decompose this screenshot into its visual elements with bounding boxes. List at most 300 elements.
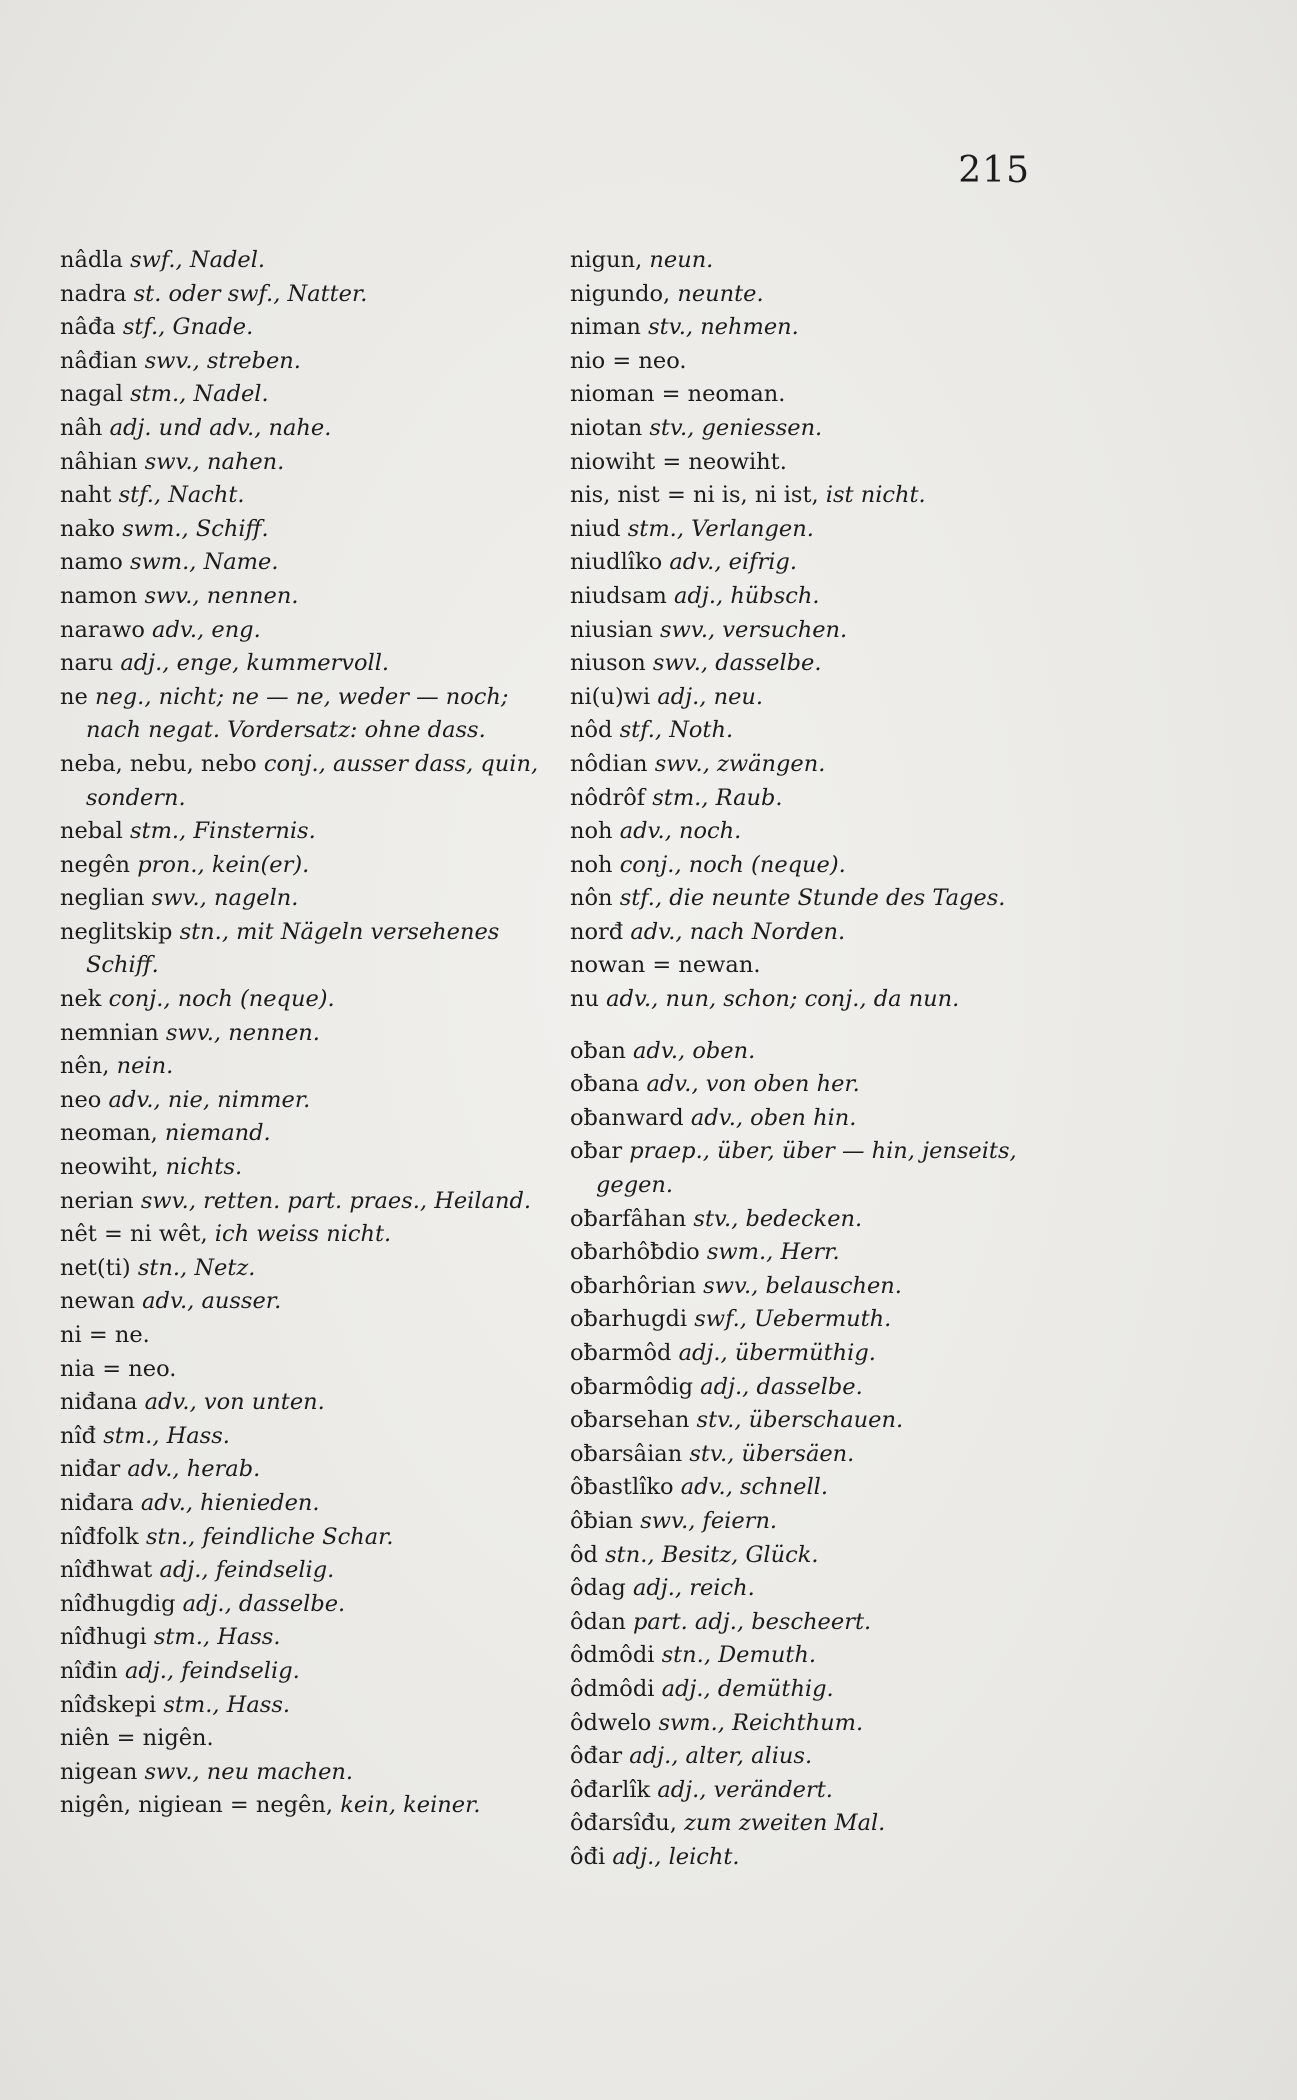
entry-gloss: von unten. xyxy=(203,1389,325,1416)
dictionary-entry xyxy=(60,1084,550,1118)
entry-grammar-label: stm., xyxy=(627,515,684,542)
entry-headword: niotan xyxy=(570,414,643,441)
entry-grammar-label: swv., xyxy=(703,1272,759,1299)
entry-grammar-label: swv., xyxy=(654,750,710,777)
entry-headword: oƀarfâhan xyxy=(570,1205,687,1232)
entry-grammar-label: swv., xyxy=(144,347,200,374)
entry-headword: neglian xyxy=(60,885,145,912)
entry-headword: ôđarlîk xyxy=(570,1776,651,1803)
entry-gloss: feindliche Schar. xyxy=(202,1523,394,1550)
entry-headword: oƀarmôd xyxy=(570,1340,672,1366)
entry-gloss: zwängen. xyxy=(717,750,826,777)
dictionary-entry xyxy=(570,1068,1060,1102)
entry-gloss: nehmen. xyxy=(700,314,799,341)
entry-grammar-label: stm., xyxy=(130,381,187,408)
entry-headword: naru xyxy=(60,650,114,677)
entry-headword: ôdmôdi xyxy=(570,1675,655,1702)
dictionary-entry xyxy=(60,1521,550,1555)
entry-grammar-label: stm., xyxy=(153,1624,211,1651)
dictionary-entry xyxy=(570,345,1060,379)
entry-headword: ôdag xyxy=(570,1575,626,1602)
entry-grammar-label: st. oder swf., xyxy=(133,280,281,307)
entry-headword: nîđin xyxy=(60,1657,118,1684)
entry-grammar-label: adj., xyxy=(629,1743,679,1770)
entry-gloss: Netz. xyxy=(194,1254,256,1281)
entry-headword: nebal xyxy=(60,818,123,845)
entry-gloss: Verlangen. xyxy=(691,515,814,542)
entry-gloss: nicht; ne — ne, weder — noch; nach negat. Vordersatz: ohne dass. xyxy=(86,683,509,744)
dictionary-entry xyxy=(60,647,550,681)
dictionary-entry xyxy=(570,244,1060,278)
entry-gloss: geniessen. xyxy=(701,414,823,441)
entry-headword: niên = nigên. xyxy=(60,1725,214,1752)
entry-gloss: leicht. xyxy=(668,1843,740,1870)
entry-gloss: dasselbe. xyxy=(238,1590,346,1617)
entry-gloss: niemand. xyxy=(164,1120,271,1147)
dictionary-entry xyxy=(570,1807,1060,1841)
entry-gloss: ausser dass, quin, sondern. xyxy=(86,750,539,811)
entry-grammar-label: adv., xyxy=(690,1104,744,1131)
entry-grammar-label: stv., xyxy=(693,1205,739,1232)
dictionary-entry xyxy=(60,1487,550,1521)
entry-headword: neo xyxy=(60,1086,102,1113)
entry-gloss: verändert. xyxy=(713,1776,833,1803)
entry-headword: noh xyxy=(570,851,613,878)
entry-gloss: Nacht. xyxy=(168,482,245,509)
entry-gloss: Nadel. xyxy=(189,247,266,273)
entry-headword: nâdla xyxy=(60,247,123,273)
entry-grammar-label: adv., xyxy=(142,1288,195,1315)
entry-gloss: oben hin. xyxy=(750,1104,857,1131)
dictionary-entry xyxy=(570,1337,1060,1371)
entry-grammar-label: adj., xyxy=(612,1843,662,1870)
entry-grammar-label: swv., xyxy=(140,1187,196,1214)
dictionary-entry xyxy=(60,378,550,412)
entry-headword: ôdwelo xyxy=(570,1709,652,1736)
entry-headword: neoman, xyxy=(60,1120,158,1147)
entry-grammar-label: praep., xyxy=(629,1138,710,1165)
entry-gloss: Hass. xyxy=(217,1624,281,1651)
entry-grammar-label: adj., xyxy=(124,1657,175,1684)
dictionary-entry xyxy=(60,916,550,983)
entry-gloss: Schiff. xyxy=(195,515,269,542)
dictionary-entry xyxy=(570,1572,1060,1606)
entry-gloss: feindselig. xyxy=(181,1657,300,1684)
entry-headword: ôƀian xyxy=(570,1507,634,1534)
entry-gloss: nahen. xyxy=(206,448,285,475)
entry-grammar-label: adj., xyxy=(632,1575,683,1602)
entry-gloss: kein(er). xyxy=(211,851,310,878)
dictionary-entry xyxy=(60,1789,550,1823)
entry-gloss: noch (neque). xyxy=(177,986,335,1013)
dictionary-entry xyxy=(570,1438,1060,1472)
entry-gloss: zum zweiten Mal. xyxy=(684,1810,886,1837)
entry-grammar-label: stm., xyxy=(163,1691,220,1718)
entry-headword: oƀan xyxy=(570,1037,626,1064)
entry-grammar-label: stn., xyxy=(605,1541,655,1568)
entry-grammar-label: adv., xyxy=(152,616,205,643)
entry-gloss: Natter. xyxy=(287,280,368,307)
dictionary-entry xyxy=(60,546,550,580)
dictionary-entry xyxy=(570,714,1060,748)
entry-headword: neowiht, xyxy=(60,1154,159,1181)
entry-headword: oƀarhôƀdio xyxy=(570,1239,700,1266)
entry-headword: oƀar xyxy=(570,1138,623,1165)
entry-gloss: kein, keiner. xyxy=(340,1792,481,1819)
entry-gloss: bedecken. xyxy=(745,1205,863,1232)
dictionary-entry xyxy=(60,1655,550,1689)
entry-headword: oƀana xyxy=(570,1071,640,1098)
entry-headword: oƀanward xyxy=(570,1104,684,1131)
entry-grammar-label: swf., xyxy=(694,1306,747,1333)
entry-gloss: noch. xyxy=(679,818,742,845)
dictionary-entry xyxy=(570,412,1060,446)
entry-grammar-label: adv., xyxy=(680,1474,733,1501)
entry-grammar-label: swv., xyxy=(652,650,709,677)
entry-headword: nâđa xyxy=(60,314,116,341)
entry-grammar-label: adj., xyxy=(182,1590,232,1617)
entry-grammar-label: adj., xyxy=(159,1557,209,1584)
dictionary-entry xyxy=(570,1035,1060,1069)
entry-headword: nigean xyxy=(60,1758,138,1785)
dictionary-entry xyxy=(60,1017,550,1051)
entry-grammar-label: stn., xyxy=(137,1254,188,1281)
entry-grammar-label: adv., xyxy=(630,918,683,945)
entry-gloss: herab. xyxy=(186,1456,261,1483)
dictionary-entry xyxy=(570,311,1060,345)
entry-headword: nêt = ni wêt, xyxy=(60,1221,208,1248)
entry-gloss: neun. xyxy=(649,247,714,273)
entry-headword: niđana xyxy=(60,1389,138,1416)
entry-grammar-label: swm., xyxy=(706,1239,774,1266)
entry-grammar-label: adv., xyxy=(108,1086,161,1113)
entry-gloss: Name. xyxy=(203,549,279,576)
entry-grammar-label: swv., xyxy=(151,885,207,912)
entry-headword: newan xyxy=(60,1288,135,1315)
entry-grammar-label: adv., xyxy=(646,1071,699,1098)
entry-headword: nôdian xyxy=(570,750,648,777)
entry-gloss: Reichthum. xyxy=(732,1709,864,1736)
entry-gloss: nennen. xyxy=(228,1019,320,1046)
dictionary-entry xyxy=(570,1841,1060,1875)
dictionary-entry xyxy=(60,681,550,748)
entry-gloss: bescheert. xyxy=(751,1608,872,1635)
dictionary-entry xyxy=(60,345,550,379)
entry-gloss: übermüthig. xyxy=(734,1340,876,1366)
dictionary-entry xyxy=(570,580,1060,614)
dictionary-entry xyxy=(60,1218,550,1252)
page-number: 215 xyxy=(958,150,1030,191)
entry-headword: norđ xyxy=(570,918,624,945)
dictionary-entry xyxy=(570,1639,1060,1673)
entry-grammar-label: adj., xyxy=(657,683,707,710)
entry-grammar-label: conj., xyxy=(263,750,326,777)
entry-grammar-label: stn., xyxy=(179,918,229,945)
dictionary-entry xyxy=(60,479,550,513)
dictionary-entry xyxy=(570,882,1060,916)
entry-headword: nîđhugi xyxy=(60,1624,147,1651)
dictionary-entry xyxy=(60,1588,550,1622)
entry-gloss: von oben her. xyxy=(705,1071,860,1098)
entry-grammar-label: adj., xyxy=(120,650,170,677)
entry-headword: nadra xyxy=(60,280,127,307)
entry-headword: nigundo, xyxy=(570,280,671,307)
entry-grammar-label: stm., xyxy=(103,1422,160,1449)
dictionary-entry xyxy=(60,1252,550,1286)
entry-grammar-label: adj., xyxy=(700,1373,750,1400)
entry-grammar-label: swv., xyxy=(640,1507,696,1534)
dictionary-entry xyxy=(60,849,550,883)
entry-headword: oƀarmôdig xyxy=(570,1373,694,1400)
entry-headword: niman xyxy=(570,314,641,341)
entry-grammar-label: conj., xyxy=(619,851,682,878)
dictionary-entry xyxy=(570,916,1060,950)
dictionary-entry xyxy=(570,1102,1060,1136)
entry-headword: nîđhwat xyxy=(60,1557,153,1584)
dictionary-entry xyxy=(570,1371,1060,1405)
dictionary-entry xyxy=(60,1621,550,1655)
entry-gloss: hübsch. xyxy=(730,582,820,609)
dictionary-entry xyxy=(60,1050,550,1084)
entry-gloss: alter, alius. xyxy=(685,1743,813,1770)
dictionary-entry xyxy=(60,882,550,916)
entry-headword: oƀarhugdi xyxy=(570,1306,688,1333)
dictionary-entry xyxy=(570,748,1060,782)
dictionary-entry xyxy=(60,1722,550,1756)
dictionary-entry xyxy=(60,311,550,345)
entry-grammar-label: adj., xyxy=(661,1675,711,1702)
entry-grammar-label: swv., xyxy=(144,448,200,475)
entry-grammar-label: stv., xyxy=(689,1440,735,1467)
entry-headword: nagal xyxy=(60,381,123,408)
entry-headword: nia = neo. xyxy=(60,1355,177,1382)
entry-grammar-label: neg., xyxy=(94,683,152,710)
entry-gloss: nun, schon; conj., da nun. xyxy=(665,986,960,1013)
dictionary-entry xyxy=(60,446,550,480)
dictionary-entry xyxy=(570,446,1060,480)
dictionary-entry xyxy=(60,513,550,547)
entry-headword: ni = ne. xyxy=(60,1322,150,1348)
entry-grammar-label: stv., xyxy=(696,1407,742,1434)
dictionary-entry xyxy=(570,782,1060,816)
entry-gloss: über, über — hin, jenseits, gegen. xyxy=(596,1138,1017,1199)
dictionary-entry xyxy=(60,1353,550,1387)
entry-headword: naht xyxy=(60,482,112,509)
dictionary-entry xyxy=(570,546,1060,580)
entry-gloss: Herr. xyxy=(780,1239,840,1266)
entry-grammar-label: swm., xyxy=(658,1709,725,1736)
dictionary-entry xyxy=(60,1756,550,1790)
entry-grammar-label: adv., xyxy=(140,1489,194,1516)
entry-headword: niuson xyxy=(570,650,646,677)
dictionary-entry xyxy=(570,479,1060,513)
entry-grammar-label: conj., xyxy=(108,986,171,1013)
entry-grammar-label: stf., xyxy=(122,314,166,341)
entry-headword: oƀarsehan xyxy=(570,1407,690,1434)
entry-headword: ôđi xyxy=(570,1843,606,1870)
entry-headword: nigên, nigiean = negên, xyxy=(60,1792,334,1819)
entry-headword: niđara xyxy=(60,1489,134,1516)
entry-grammar-label: swv., xyxy=(165,1019,222,1046)
entry-gloss: überschauen. xyxy=(748,1407,904,1434)
entry-gloss: reich. xyxy=(689,1575,755,1602)
entry-gloss: nennen. xyxy=(206,582,299,609)
left-column xyxy=(60,244,550,1823)
entry-headword: nako xyxy=(60,515,116,542)
dictionary-entry xyxy=(60,244,550,278)
entry-grammar-label: swm., xyxy=(122,515,189,542)
entry-gloss: feiern. xyxy=(702,1507,778,1534)
entry-grammar-label: stm., xyxy=(129,818,187,845)
entry-gloss: eifrig. xyxy=(728,549,797,576)
dictionary-entry xyxy=(570,1303,1060,1337)
dictionary-entry xyxy=(60,1185,550,1219)
dictionary-entry xyxy=(570,1774,1060,1808)
entry-gloss: neunte. xyxy=(677,280,764,307)
entry-headword: ôƀastlîko xyxy=(570,1474,674,1501)
entry-grammar-label: stn., xyxy=(145,1523,196,1550)
dictionary-entry xyxy=(60,1420,550,1454)
dictionary-entry xyxy=(60,1386,550,1420)
entry-gloss: retten. part. praes., Heiland. xyxy=(203,1187,532,1214)
entry-gloss: ist nicht. xyxy=(825,482,926,509)
entry-headword: nemnian xyxy=(60,1019,159,1046)
entry-headword: ôđarsîđu, xyxy=(570,1810,677,1837)
entry-grammar-label: swv., xyxy=(144,1758,200,1785)
entry-headword: ôdan xyxy=(570,1608,626,1635)
entry-grammar-label: adv., xyxy=(669,549,722,576)
entry-gloss: nein. xyxy=(116,1053,174,1080)
entry-gloss: nach Norden. xyxy=(689,918,846,945)
dictionary-entry xyxy=(60,1554,550,1588)
entry-headword: nîđskepi xyxy=(60,1691,157,1718)
dictionary-entry xyxy=(60,1151,550,1185)
entry-grammar-label: pron., xyxy=(137,851,205,878)
entry-headword: niudsam xyxy=(570,582,667,609)
dictionary-entry xyxy=(570,614,1060,648)
entry-gloss: feindselig. xyxy=(215,1557,335,1584)
entry-grammar-label: stv., xyxy=(648,314,694,341)
entry-grammar-label: swf., xyxy=(130,247,183,273)
entry-headword: ni(u)wi xyxy=(570,683,651,710)
entry-headword: niusian xyxy=(570,616,653,643)
entry-gloss: Demuth. xyxy=(718,1642,817,1669)
entry-headword: nis, nist = ni is, ni ist, xyxy=(570,482,819,509)
entry-headword: negên xyxy=(60,851,131,878)
entry-headword: nîđfolk xyxy=(60,1523,139,1550)
entry-gloss: ich weiss nicht. xyxy=(214,1221,392,1248)
entry-gloss: ausser. xyxy=(201,1288,282,1315)
entry-headword: nigun, xyxy=(570,247,643,273)
entry-grammar-label: stf., xyxy=(619,885,663,912)
entry-gloss: Gnade. xyxy=(172,314,254,341)
entry-headword: nâhian xyxy=(60,448,138,475)
entry-headword: nerian xyxy=(60,1187,134,1214)
dictionary-entry xyxy=(570,1539,1060,1573)
entry-gloss: dasselbe. xyxy=(715,650,822,677)
dictionary-entry xyxy=(570,1203,1060,1237)
entry-grammar-label: adj., xyxy=(678,1340,728,1366)
entry-headword: nâđian xyxy=(60,347,138,374)
entry-headword: nâh xyxy=(60,414,103,441)
entry-headword: nôd xyxy=(570,717,613,744)
dictionary-entry xyxy=(570,1673,1060,1707)
entry-headword: nîđ xyxy=(60,1422,97,1449)
entry-gloss: streben. xyxy=(206,347,301,374)
dictionary-entry xyxy=(570,1606,1060,1640)
entry-grammar-label: adj. und adv., xyxy=(109,414,262,441)
entry-grammar-label: adv., xyxy=(606,986,659,1013)
entry-gloss: Besitz, Glück. xyxy=(661,1541,819,1568)
dictionary-entry xyxy=(570,949,1060,983)
entry-headword: nôn xyxy=(570,885,613,912)
entry-headword: net(ti) xyxy=(60,1254,131,1281)
entry-gloss: versuchen. xyxy=(722,616,848,643)
entry-grammar-label: stf., xyxy=(118,482,162,509)
entry-gloss: Noth. xyxy=(669,717,734,744)
dictionary-entry xyxy=(570,849,1060,883)
entry-headword: namo xyxy=(60,549,123,576)
entry-gloss: Nadel. xyxy=(193,381,269,408)
dictionary-entry xyxy=(570,681,1060,715)
entry-headword: narawo xyxy=(60,616,145,643)
entry-gloss: schnell. xyxy=(740,1474,829,1501)
dictionary-entry xyxy=(60,580,550,614)
entry-grammar-label: swv., xyxy=(659,616,716,643)
dictionary-entry xyxy=(570,513,1060,547)
entry-gloss: nie, nimmer. xyxy=(167,1086,311,1113)
entry-gloss: hienieden. xyxy=(200,1489,320,1516)
dictionary-entry xyxy=(570,1471,1060,1505)
entry-headword: nên, xyxy=(60,1053,110,1080)
entry-grammar-label: swv., xyxy=(144,582,200,609)
entry-grammar-label: adv., xyxy=(144,1389,197,1416)
entry-headword: neba, nebu, nebo xyxy=(60,750,257,777)
entry-grammar-label: adv., xyxy=(633,1037,686,1064)
entry-gloss: Uebermuth. xyxy=(754,1306,892,1333)
entry-headword: niowiht = neowiht. xyxy=(570,448,787,475)
dictionary-entry xyxy=(60,983,550,1017)
entry-grammar-label: adj., xyxy=(657,1776,707,1803)
entry-headword: neglitskip xyxy=(60,918,173,945)
entry-gloss: oben. xyxy=(692,1037,756,1064)
entry-headword: ne xyxy=(60,683,88,710)
entry-headword: oƀarhôrian xyxy=(570,1272,697,1299)
entry-gloss: mit Nägeln versehenes Schiff. xyxy=(86,918,500,979)
dictionary-entry xyxy=(60,1689,550,1723)
dictionary-entry xyxy=(570,378,1060,412)
dictionary-entry xyxy=(60,614,550,648)
entry-gloss: neu. xyxy=(713,683,764,710)
entry-headword: namon xyxy=(60,582,138,609)
entry-headword: nio = neo. xyxy=(570,347,687,374)
entry-headword: oƀarsâian xyxy=(570,1440,683,1467)
entry-headword: ôđar xyxy=(570,1743,623,1770)
entry-grammar-label: part. adj., xyxy=(633,1608,745,1635)
entry-grammar-label: stv., xyxy=(649,414,695,441)
dictionary-entry xyxy=(60,278,550,312)
entry-grammar-label: adv., xyxy=(619,818,672,845)
dictionary-entry xyxy=(570,983,1060,1017)
entry-gloss: die neunte Stunde des Tages. xyxy=(669,885,1006,912)
dictionary-entry xyxy=(570,1270,1060,1304)
entry-headword: niud xyxy=(570,515,621,542)
entry-headword: nowan = newan. xyxy=(570,952,761,979)
dictionary-entry xyxy=(570,1505,1060,1539)
entry-gloss: nichts. xyxy=(165,1154,243,1181)
dictionary-entry xyxy=(60,1319,550,1353)
dictionary-entry xyxy=(570,647,1060,681)
